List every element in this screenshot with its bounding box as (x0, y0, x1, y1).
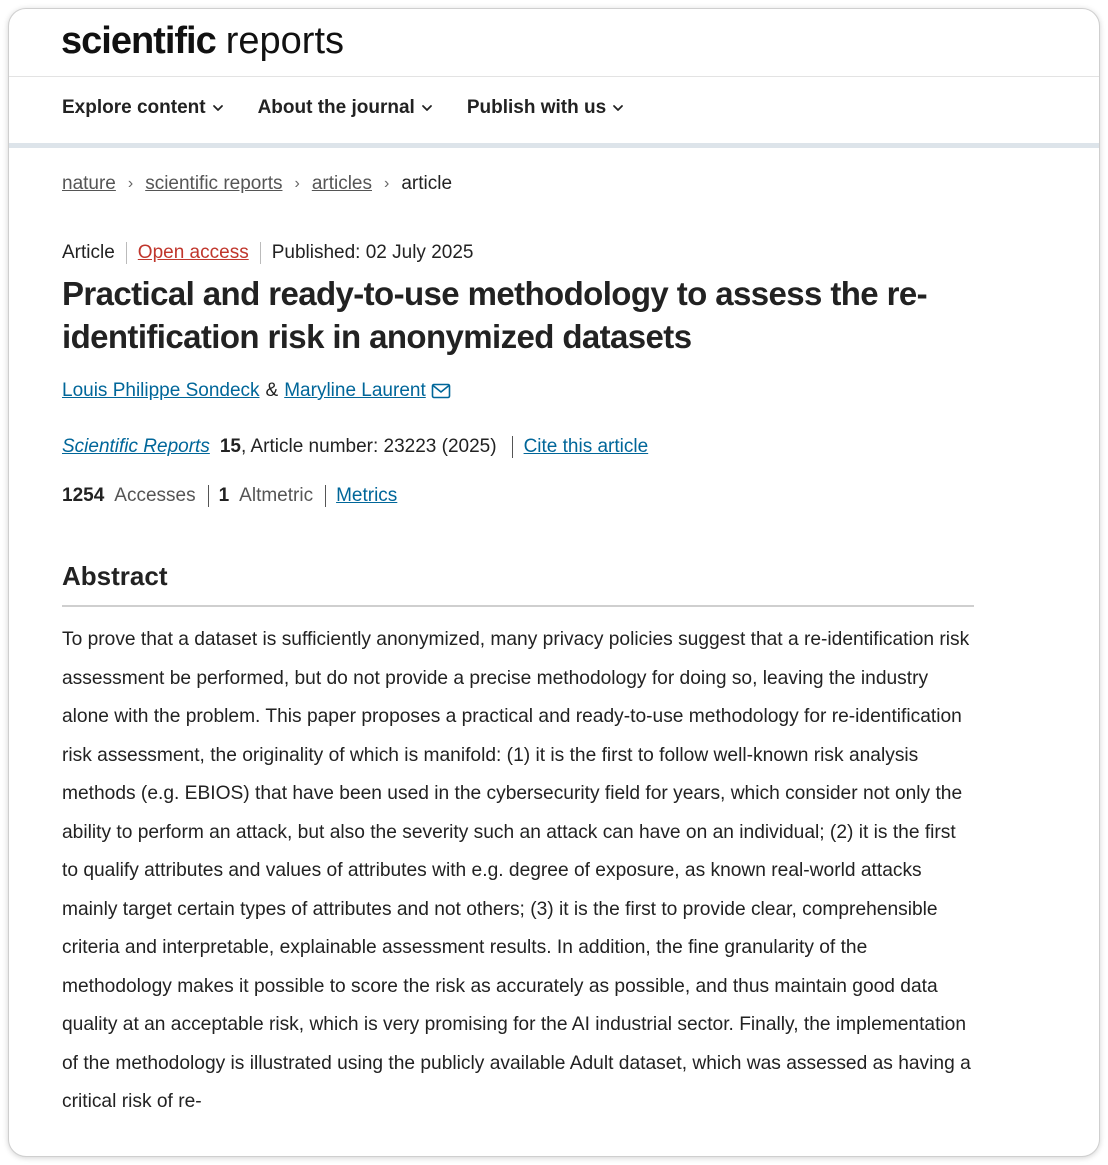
breadcrumb-articles[interactable]: articles (311, 173, 372, 194)
breadcrumb (62, 173, 452, 195)
nav-about-the-journal[interactable] (258, 97, 433, 119)
accesses-count: 1254 (62, 485, 105, 506)
altmetric-label: Altmetric (239, 485, 314, 506)
nav-divider (9, 143, 1099, 148)
logo-reports: reports (225, 20, 345, 62)
breadcrumb-scientific-reports[interactable]: scientific reports (145, 173, 283, 194)
nav-about-label: About the journal (257, 97, 415, 118)
author-separator: & (265, 380, 279, 401)
nav-publish-label: Publish with us (466, 97, 607, 118)
author-list (62, 380, 451, 402)
author-link-laurent[interactable]: Maryline Laurent (284, 380, 426, 401)
metrics-link[interactable]: Metrics (336, 485, 398, 506)
browser-page (8, 8, 1100, 1157)
metrics-divider (208, 485, 209, 507)
journal-logo[interactable] (61, 17, 344, 65)
author-link-sondeck[interactable]: Louis Philippe Sondeck (62, 380, 260, 401)
altmetric-count: 1 (218, 485, 230, 506)
article-title: Practical and ready-to-use methodology to assess the re-identification risk in anonymized datasets (62, 275, 927, 355)
metrics-divider (325, 485, 326, 507)
meta-divider (126, 242, 127, 264)
article-type: Article (62, 242, 115, 263)
open-access-link[interactable]: Open access (137, 242, 249, 263)
breadcrumb-separator-icon: › (384, 175, 390, 192)
chevron-down-icon (421, 102, 433, 114)
article-meta (62, 242, 473, 264)
nav-publish-with-us[interactable] (467, 97, 624, 119)
journal-link[interactable]: Scientific Reports (62, 436, 210, 457)
chevron-down-icon (612, 102, 624, 114)
nav-explore-content-label: Explore content (62, 97, 206, 118)
breadcrumb-separator-icon: › (127, 175, 134, 192)
header-divider (9, 76, 1099, 77)
article-number: , Article number: 23223 (2025) (240, 436, 497, 457)
chevron-down-icon (212, 102, 224, 114)
abstract-text: To prove that a dataset is sufficiently anonymized, many privacy policies suggest that a re-identification risk assessment be performed, but do not provide a precise methodology for doing so, leaving the industry alone with the problem. This paper proposes a practical and ready-to-use methodology for re-identification risk assessment, the originality of which is manifold: (1) it is the first to follow well-known risk analysis methods (e.g. EBIOS) that have been used in the cybersecurity field for years, which consider not only the ability to perform an attack, but also the severity such an attack can have on an individual; (2) it is the first to qualify attributes and values of attributes with e.g. degree of exposure, as known real-world attacks mainly target certain types of attributes and not others; (3) it is the first to provide clear, comprehensible criteria and interpretable, explainable assessment results. In addition, the fine granularity of the methodology makes it possible to score the risk as accurately as possible, and thus maintain good data quality at an acceptable risk, which is very promising for the AI industrial sector. Finally, the implementation of the methodology is illustrated using the publicly available Adult dataset, which was assessed as having a critical risk of re- (62, 629, 971, 1112)
article-metrics (62, 485, 397, 507)
meta-divider (260, 242, 261, 264)
breadcrumb-nature[interactable]: nature (62, 173, 116, 194)
breadcrumb-current: article (401, 173, 453, 194)
accesses-label: Accesses (114, 485, 196, 506)
main-nav (62, 97, 624, 119)
nav-explore-content[interactable] (62, 97, 224, 119)
abstract-rule (62, 605, 974, 607)
mail-icon[interactable] (431, 383, 451, 399)
breadcrumb-separator-icon: › (294, 175, 300, 192)
volume-number: 15 (219, 436, 241, 457)
logo-scientific: scientific (61, 20, 216, 62)
citation-divider (512, 436, 513, 458)
citation-line (62, 436, 648, 458)
abstract-heading: Abstract (62, 561, 168, 591)
published-date: Published: 02 July 2025 (271, 242, 474, 263)
cite-this-article-link[interactable]: Cite this article (523, 436, 649, 457)
